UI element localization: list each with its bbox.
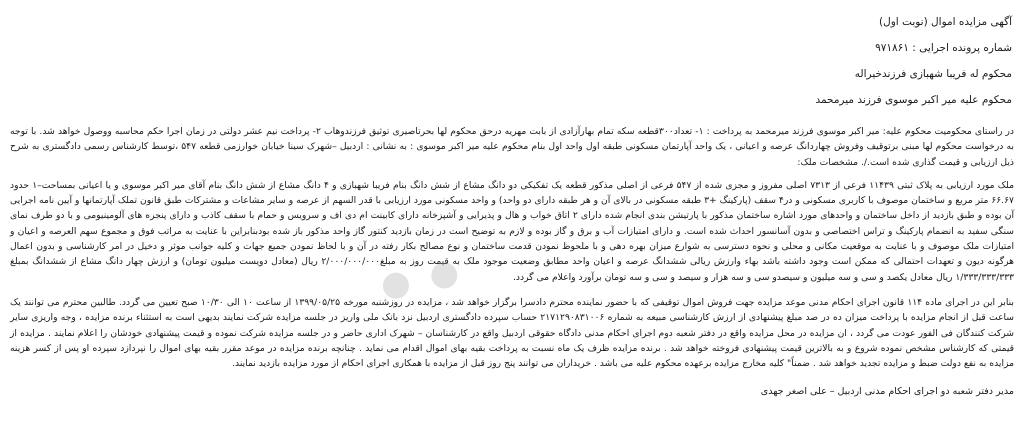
judgment-paragraph: در راستای محکومیت محکوم علیه: میر اکبر موسوی فرزند میرمحمد به پرداخت : ۱- تعداد۳۰۰قطعه سکه تمام بهارآزادی از بابت مهریه درحق محکوم لها بحرتاصیری توثیق فرزندوهاب ۲- پرداخت نیم عشر دولتی در زمان اجرا حکم محاسبه ووصول خواهد شد. با توجه به درخواست محکوم لها مبنی برتوقیف وفروش چهاردانگ عرصه و اعیانی ، یک واحد آپارتمان مسکونی طبقه اول واحد اول بنام محکوم علیه میر اکبر موسوی : به نشانی : اردبیل –شهرک سینا خیابان خوارزمی قطعه ۵۴۷ ،توسط کارشناس رسمی دادگستری به شرح ذیل ارزیابی و قیمت گذاری شده است./. مشخصات ملک: <box>10 126 1014 168</box>
auction-terms-paragraph: بنابر این در اجرای ماده ۱۱۴ قانون اجرای احکام مدنی موعد مزایده جهت فروش اموال توقیفی که با حضور نماینده محترم دادسرا برگزار خواهد شد ، مزایده در روزشنبه مورخه ۱۳۹۹/۰۵/۲۵ از ساعت ۱۰ الی ۱۰/۳۰ صبح تعیین می گردد. طالبین محترم می توانند یک ساعت قبل از انجام مزایده با پرداخت میزان ده در صد مبلغ پیشنهادی از ارزش کارشناسی مبیعه به شماره ۲۱۷۱۲۹۰۸۳۱۰۰۶ حساب سپرده دادگستری اردبیل نزد بانک ملی واریز در جلسه مزایده شرکت نمایند بدیهی است به استثناء برنده مزایده ، وجه واریزی سایر شرکت کنندگان فی الفور عودت می گردد ، ان مزایده در محل مزایده واقع در دفتر شعبه دوم اجرای احکام مدنی دادگاه حقوقی اردبیل واقع در کارشناسان – شهرک اداری حاضر و در جلسه مزایده شرکت نموده و قیمت پیشنهادی خودشان را اعلام نمایند . مزایده از قیمتی که کارشناس مشخص نموده شروع و به بالاترین قیمت پیشنهادی فروخته خواهد شد . برنده مزایده ظرف یک ماه نسبت به پرداخت بقیه بهای اموال اقدام می نماید . چنانچه برنده مزایده در موعد مقرر بقیه بهای اموال را نپردازد سپرده او پس از کسر هزینه مزایده به نفع دولت ضبط و مزایده تجدید خواهد شد . ضمناً" کلیه مخارج مزایده برعهده محکوم علیه می باشد . خریداران می توانند پنج روز قبل از مزایده با همکاری اجرای احکام از مورد مزایده بازدید نمایند. <box>10 296 1014 370</box>
notice-title: آگهی مزایده اموال (نوبت اول) <box>878 16 1012 28</box>
signature-line: مدیر دفتر شعبه دو اجرای احکام مدنی اردبیل – علی اصغر جهدی <box>760 386 1014 398</box>
debtor-line: محکوم علیه میر اکبر موسوی فرزند میرمحمد <box>815 94 1012 106</box>
faded-watermark: ● ● <box>376 249 467 307</box>
beneficiary-line: محکوم له فریبا شهبازی فرزندخیراله <box>854 68 1012 80</box>
property-description-paragraph: ملک مورد ارزیابی به پلاک ثبتی ۱۱۴۳۹ فرعی از ۷۳۱۳ اصلی مفروز و مجزی شده از ۵۴۷ فرعی از اصلی مذکور قطعه یک تفکیکی دو دانگ مشاع از شش دانگ بنام فریبا شهبازی و ۴ دانگ مشاع از شش دانگ بنام آقای میر اکبر موسوی و یا اعیانی بمساحت–۱ حدود ۶۶.۶۷ متر مربع و ساختمان موصوف با کاربری مسکونی و در۴ سقف (پارکینگ +۳ طبقه مسکونی در بالای آن و هر طبقه دارای دو واحد) و واحد مسکونی مورد ارزیابی با قدر السهم از عرصه و سایر مشاعات و مشترکات طبق قانون تملک آپارتمانها و آیین نامه اجرایی آن بوده و طبق بازدید از داخل ساختمان و واحدهای مورد اشاره ساختمان مذکور با پارتیشن بندی انجام شده دارای ۲ اتاق خواب و هال و پذیرایی و آشپزخانه دارای کابینت ام دی اف و سرویس و حمام با سقف کاذب و دارای پنجره های آلومینیومی و با دو طرف نمای سنگی سفید به انضمام پارکینگ و تراس اختصاصی و بدون آسانسور احداث شده است. و دارای امتیازات آب و برق و گاز بوده و لازم به توضیح است در زمان بازدید کنتور گاز واحد مذکور باز شده بودبنابراین با عنایت به مراتب فوق و مجموع سهم العرصه و اعیان و امتیازات ملک موصوف و با عنایت به موقعیت مکانی و محلی و نحوه دسترسی به شوارع میزان بهره دهی و با ملحوظ نمودن قدمت ساختمان و نوع مصالح بکار رفته در آن و با لحاظ نمودن جمیع جهات و کلیه جوانب موثر و دخیل در امر کارشناسی و بدون اعمال هرگونه دیون و تعهدات احتمالی که ممکن است وجود داشته باشد بهاء وارزش ریالی ششدانگ عرصه و اعیان واحد مطابق وضعیت موجود ملک به قیمت روز به مبلغ۲/۰۰۰/۰۰۰/۰۰۰ ریال (معادل دویست میلیون تومان) و ارزش چهار دانگ مشاع از ششدانگ بمبلغ ۱/۳۳۳/۳۳۳/۳۳۳ ریال معادل یکصد و سی و سه میلیون و سیصدو سی و سه هزار و سیصد و سی و سه تومان برآورد واعلام می گردد. <box>10 179 1014 283</box>
case-number: شماره پرونده اجرایی : ۹۷۱۸۶۱ <box>875 42 1012 54</box>
